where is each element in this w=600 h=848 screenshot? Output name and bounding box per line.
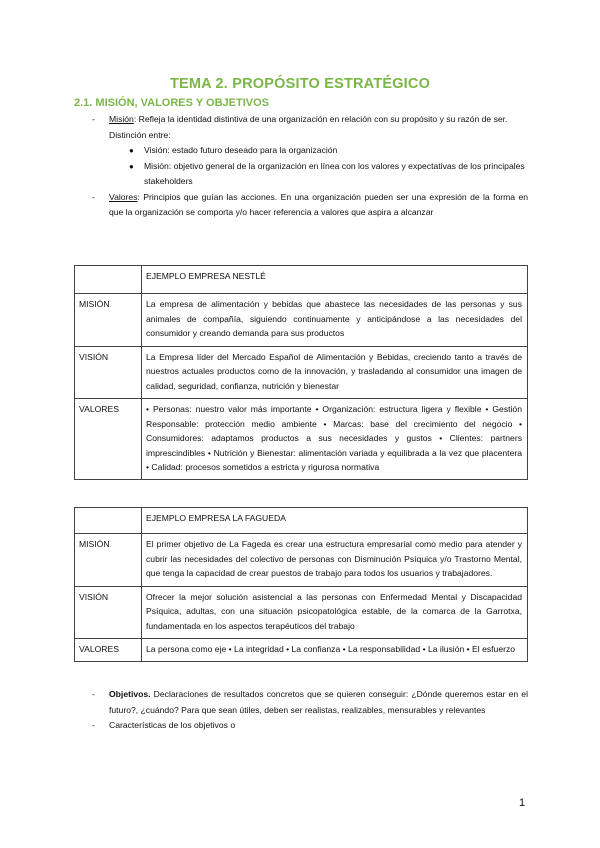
distinction-text: Visión: estado futuro deseado para la organización bbox=[144, 145, 338, 155]
row-content: • Personas: nuestro valor más importante • Organización: estructura ligera y flexible • Gestión Responsable: protección medio ambiente • Marcas: base del crecimiento del negocio • Consumidores: adaptamos productos a sus necesidades y gustos • Clientes: partners imprescindibles • Nutrición y Bienestar: alimentación variada y equilibrada a la vez que placentera • Calidad: procesos sometidos a estricta y rigurosa normativa bbox=[142, 399, 528, 480]
table-row bbox=[75, 294, 528, 347]
table-row bbox=[75, 346, 528, 399]
row-content: El primer objetivo de La Fageda es crear una estructura empresarial como medio para atender y cubrir las necesidades del colectivo de personas con Disminución Psíquica y/o Trastorno Mental, que tenga la capacidad de crear puestos de trabajo para todos los usuarios y trabajadores. bbox=[142, 534, 528, 587]
distincion-label: Distinción entre: bbox=[109, 129, 171, 140]
dash-bullet: - bbox=[92, 114, 95, 124]
fageda-table bbox=[74, 507, 528, 662]
empty-cell bbox=[75, 508, 142, 534]
distinction-item bbox=[74, 159, 528, 190]
row-content: Ofrecer la mejor solución asistencial a las personas con Enfermedad Mental y Discapacidad Psíquica, adultas, con una situación psicopatológica estable, de la comarca de la Garrotxa, fundamentada en los aspectos terapéuticos del trabajo bbox=[142, 586, 528, 639]
nestle-table bbox=[74, 265, 528, 480]
objetivos-definition bbox=[74, 687, 528, 718]
row-label: MISIÓN bbox=[75, 294, 142, 347]
document-title: TEMA 2. PROPÓSITO ESTRATÉGICO bbox=[169, 76, 431, 92]
caracteristicas-item bbox=[74, 718, 528, 734]
table-row bbox=[75, 534, 528, 587]
table-header: EJEMPLO EMPRESA NESTLÉ bbox=[142, 266, 528, 294]
page-number: 1 bbox=[519, 797, 526, 809]
table-row bbox=[75, 266, 528, 294]
intro-block bbox=[74, 112, 528, 221]
dash-bullet: - bbox=[92, 689, 95, 699]
section-heading: 2.1. MISIÓN, VALORES Y OBJETIVOS bbox=[74, 97, 269, 109]
table-row bbox=[75, 399, 528, 480]
table-row bbox=[75, 586, 528, 639]
row-label: VALORES bbox=[75, 399, 142, 480]
bullet-icon: ● bbox=[129, 146, 134, 155]
objetivos-text: Declaraciones de resultados concretos que se quieren conseguir: ¿Dónde queremos estar en el futuro?, ¿cuándo? Para que sean útiles, deben ser realistas, realizables, mensurables y relevantes bbox=[109, 689, 528, 715]
table-row bbox=[75, 508, 528, 534]
objetivos-term: Objetivos. bbox=[109, 689, 151, 699]
distinction-item bbox=[74, 143, 528, 159]
bullet-icon: ● bbox=[129, 161, 134, 171]
row-label: VALORES bbox=[75, 639, 142, 662]
table-header: EJEMPLO EMPRESA LA FAGUEDA bbox=[142, 508, 528, 534]
dash-bullet: - bbox=[92, 191, 95, 202]
row-label: VISIÓN bbox=[75, 346, 142, 399]
row-label: MISIÓN bbox=[75, 534, 142, 587]
row-content: La persona como eje • La integridad • La confianza • La responsabilidad • La ilusión • El esfuerzo bbox=[142, 639, 528, 662]
row-content: La empresa de alimentación y bebidas que abastece las necesidades de las personas y sus animales de compañía, siguiendo continuamente y anticipándose a las necesidades del consumidor y creando demanda para sus productos bbox=[142, 294, 528, 347]
objetivos-block bbox=[74, 687, 528, 734]
caracteristicas-text: Características de los objetivos o bbox=[109, 720, 236, 730]
mision-term: Misión bbox=[109, 114, 134, 124]
valores-text: : Principios que guían las acciones. En una organización pueden ser una expresión de la forma en que la organización se comporta y/o hacer referencia a valores que aspira a alcanzar bbox=[109, 191, 528, 217]
row-content: La Empresa líder del Mercado Español de Alimentación y Bebidas, creciendo tanto a través de nuestros actuales productos como de la innovación, y trasladando al consumidor una imagen de calidad, seguridad, confianza, nutrición y bienestar bbox=[142, 346, 528, 399]
valores-definition bbox=[74, 190, 528, 221]
mision-text: : Refleja la identidad distintiva de una organización en relación con su propósito y su razón de ser. bbox=[133, 114, 508, 124]
distinction-text: Misión: objetivo general de la organización en línea con los valores y expectativas de los principales stakeholders bbox=[144, 160, 525, 186]
row-label: VISIÓN bbox=[75, 586, 142, 639]
dash-bullet: - bbox=[92, 720, 95, 730]
empty-cell bbox=[75, 266, 142, 294]
valores-term: Valores bbox=[109, 191, 138, 202]
table-row bbox=[75, 639, 528, 662]
mision-definition bbox=[74, 112, 528, 128]
